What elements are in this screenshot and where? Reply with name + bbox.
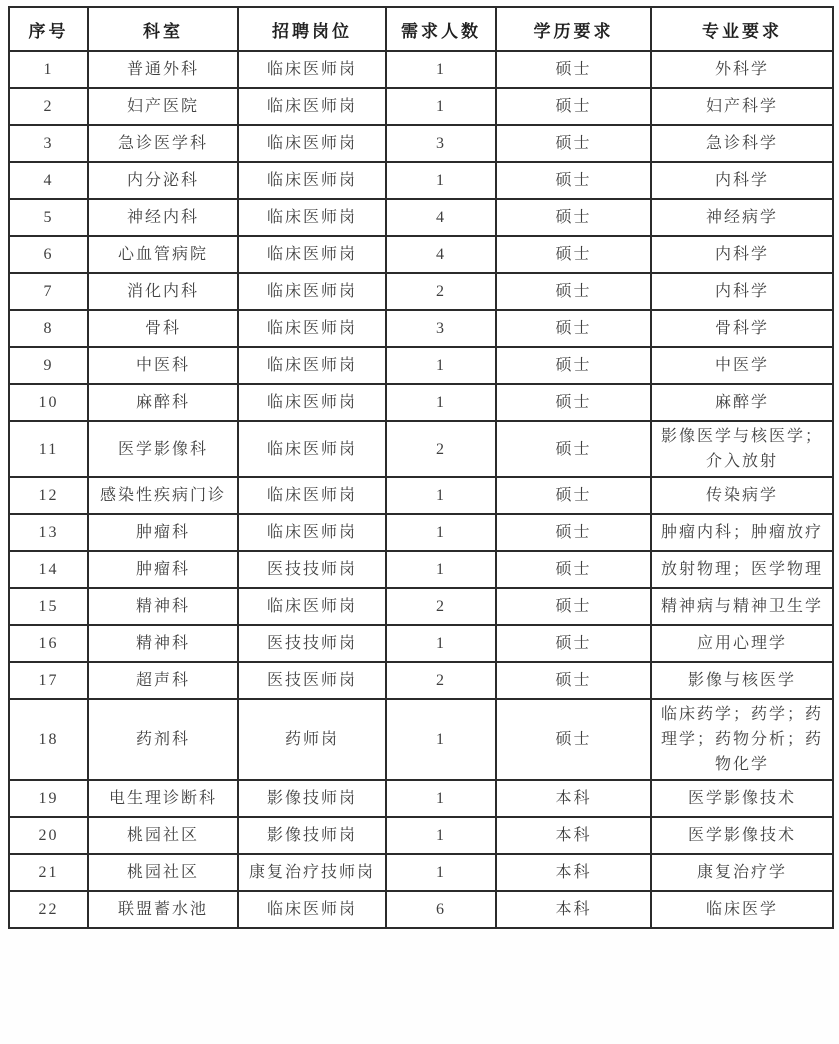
- table-row: [9, 891, 833, 928]
- cell-index: 6: [9, 236, 88, 273]
- cell-headcount: 6: [386, 891, 496, 928]
- cell-position: 影像技师岗: [238, 780, 386, 817]
- cell-index: 14: [9, 551, 88, 588]
- cell-major: 肿瘤内科；肿瘤放疗: [651, 514, 833, 551]
- cell-major: 放射物理；医学物理: [651, 551, 833, 588]
- cell-headcount: 4: [386, 236, 496, 273]
- cell-department: 内分泌科: [88, 162, 238, 199]
- cell-position: 临床医师岗: [238, 347, 386, 384]
- col-header-headcount: 需求人数: [386, 7, 496, 51]
- cell-department: 精神科: [88, 588, 238, 625]
- cell-education: 硕士: [496, 125, 651, 162]
- cell-index: 3: [9, 125, 88, 162]
- cell-index: 10: [9, 384, 88, 421]
- cell-headcount: 3: [386, 125, 496, 162]
- cell-major: 医学影像技术: [651, 817, 833, 854]
- cell-education: 硕士: [496, 273, 651, 310]
- cell-education: 本科: [496, 891, 651, 928]
- cell-headcount: 1: [386, 51, 496, 88]
- cell-index: 19: [9, 780, 88, 817]
- table-row: [9, 551, 833, 588]
- cell-major: 中医学: [651, 347, 833, 384]
- cell-position: 临床医师岗: [238, 199, 386, 236]
- cell-major: 医学影像技术: [651, 780, 833, 817]
- cell-position: 临床医师岗: [238, 273, 386, 310]
- cell-education: 硕士: [496, 477, 651, 514]
- cell-position: 医技技师岗: [238, 625, 386, 662]
- cell-department: 心血管病院: [88, 236, 238, 273]
- cell-department: 普通外科: [88, 51, 238, 88]
- cell-index: 21: [9, 854, 88, 891]
- table-row: [9, 125, 833, 162]
- table-row: [9, 625, 833, 662]
- cell-department: 消化内科: [88, 273, 238, 310]
- cell-major: 内科学: [651, 162, 833, 199]
- cell-education: 硕士: [496, 51, 651, 88]
- cell-headcount: 2: [386, 273, 496, 310]
- cell-education: 硕士: [496, 662, 651, 699]
- cell-education: 硕士: [496, 162, 651, 199]
- cell-major: 内科学: [651, 236, 833, 273]
- cell-position: 药师岗: [238, 699, 386, 780]
- table-row: [9, 88, 833, 125]
- cell-index: 9: [9, 347, 88, 384]
- cell-major: 传染病学: [651, 477, 833, 514]
- table-row: [9, 662, 833, 699]
- cell-position: 临床医师岗: [238, 421, 386, 477]
- cell-position: 临床医师岗: [238, 514, 386, 551]
- cell-headcount: 1: [386, 625, 496, 662]
- cell-education: 硕士: [496, 551, 651, 588]
- cell-index: 16: [9, 625, 88, 662]
- cell-major: 临床医学: [651, 891, 833, 928]
- cell-education: 硕士: [496, 88, 651, 125]
- cell-department: 急诊医学科: [88, 125, 238, 162]
- cell-major: 神经病学: [651, 199, 833, 236]
- col-header-department: 科室: [88, 7, 238, 51]
- cell-position: 临床医师岗: [238, 310, 386, 347]
- cell-education: 本科: [496, 780, 651, 817]
- cell-headcount: 2: [386, 421, 496, 477]
- table-row: [9, 421, 833, 477]
- cell-department: 医学影像科: [88, 421, 238, 477]
- cell-department: 骨科: [88, 310, 238, 347]
- cell-headcount: 1: [386, 699, 496, 780]
- cell-position: 临床医师岗: [238, 51, 386, 88]
- cell-education: 硕士: [496, 514, 651, 551]
- cell-department: 超声科: [88, 662, 238, 699]
- cell-index: 15: [9, 588, 88, 625]
- cell-department: 肿瘤科: [88, 514, 238, 551]
- cell-education: 本科: [496, 817, 651, 854]
- cell-department: 电生理诊断科: [88, 780, 238, 817]
- table-row: [9, 273, 833, 310]
- col-header-major: 专业要求: [651, 7, 833, 51]
- cell-index: 7: [9, 273, 88, 310]
- cell-headcount: 1: [386, 347, 496, 384]
- cell-index: 5: [9, 199, 88, 236]
- cell-headcount: 1: [386, 514, 496, 551]
- cell-headcount: 1: [386, 162, 496, 199]
- cell-education: 硕士: [496, 384, 651, 421]
- cell-position: 临床医师岗: [238, 236, 386, 273]
- cell-headcount: 4: [386, 199, 496, 236]
- table-row: [9, 51, 833, 88]
- cell-major: 影像与核医学: [651, 662, 833, 699]
- table-row: [9, 236, 833, 273]
- cell-position: 医技技师岗: [238, 551, 386, 588]
- table-header-row: [9, 7, 833, 51]
- cell-headcount: 1: [386, 551, 496, 588]
- table-row: [9, 854, 833, 891]
- cell-department: 麻醉科: [88, 384, 238, 421]
- col-header-education: 学历要求: [496, 7, 651, 51]
- table-row: [9, 588, 833, 625]
- col-header-position: 招聘岗位: [238, 7, 386, 51]
- cell-major: 康复治疗学: [651, 854, 833, 891]
- cell-department: 桃园社区: [88, 854, 238, 891]
- cell-department: 妇产医院: [88, 88, 238, 125]
- table-row: [9, 310, 833, 347]
- cell-position: 临床医师岗: [238, 125, 386, 162]
- cell-headcount: 1: [386, 854, 496, 891]
- cell-education: 硕士: [496, 347, 651, 384]
- cell-headcount: 1: [386, 384, 496, 421]
- cell-position: 医技医师岗: [238, 662, 386, 699]
- cell-index: 12: [9, 477, 88, 514]
- cell-education: 本科: [496, 854, 651, 891]
- cell-major: 临床药学；药学；药理学；药物分析；药物化学: [651, 699, 833, 780]
- cell-headcount: 1: [386, 477, 496, 514]
- cell-index: 2: [9, 88, 88, 125]
- table-row: [9, 699, 833, 780]
- cell-education: 硕士: [496, 310, 651, 347]
- cell-education: 硕士: [496, 421, 651, 477]
- cell-index: 18: [9, 699, 88, 780]
- cell-position: 康复治疗技师岗: [238, 854, 386, 891]
- table-row: [9, 199, 833, 236]
- table-row: [9, 384, 833, 421]
- cell-department: 肿瘤科: [88, 551, 238, 588]
- cell-education: 硕士: [496, 588, 651, 625]
- table-row: [9, 477, 833, 514]
- cell-index: 1: [9, 51, 88, 88]
- cell-major: 妇产科学: [651, 88, 833, 125]
- cell-index: 13: [9, 514, 88, 551]
- cell-department: 中医科: [88, 347, 238, 384]
- cell-major: 内科学: [651, 273, 833, 310]
- cell-major: 急诊科学: [651, 125, 833, 162]
- cell-department: 精神科: [88, 625, 238, 662]
- table-row: [9, 817, 833, 854]
- cell-major: 影像医学与核医学；介入放射: [651, 421, 833, 477]
- table-row: [9, 780, 833, 817]
- cell-position: 临床医师岗: [238, 162, 386, 199]
- cell-education: 硕士: [496, 236, 651, 273]
- cell-index: 8: [9, 310, 88, 347]
- table-row: [9, 347, 833, 384]
- cell-position: 临床医师岗: [238, 891, 386, 928]
- cell-department: 联盟蓄水池: [88, 891, 238, 928]
- cell-headcount: 1: [386, 817, 496, 854]
- table-body: [9, 51, 833, 928]
- cell-index: 20: [9, 817, 88, 854]
- cell-education: 硕士: [496, 625, 651, 662]
- cell-department: 神经内科: [88, 199, 238, 236]
- cell-headcount: 2: [386, 588, 496, 625]
- cell-headcount: 3: [386, 310, 496, 347]
- cell-index: 17: [9, 662, 88, 699]
- cell-position: 临床医师岗: [238, 477, 386, 514]
- cell-major: 外科学: [651, 51, 833, 88]
- cell-education: 硕士: [496, 199, 651, 236]
- cell-position: 临床医师岗: [238, 588, 386, 625]
- cell-position: 影像技师岗: [238, 817, 386, 854]
- cell-department: 桃园社区: [88, 817, 238, 854]
- cell-headcount: 2: [386, 662, 496, 699]
- table-row: [9, 514, 833, 551]
- cell-department: 药剂科: [88, 699, 238, 780]
- cell-index: 4: [9, 162, 88, 199]
- cell-major: 骨科学: [651, 310, 833, 347]
- cell-headcount: 1: [386, 88, 496, 125]
- cell-position: 临床医师岗: [238, 384, 386, 421]
- cell-headcount: 1: [386, 780, 496, 817]
- cell-index: 11: [9, 421, 88, 477]
- cell-department: 感染性疾病门诊: [88, 477, 238, 514]
- cell-education: 硕士: [496, 699, 651, 780]
- cell-position: 临床医师岗: [238, 88, 386, 125]
- cell-major: 麻醉学: [651, 384, 833, 421]
- recruitment-table: [8, 6, 834, 929]
- cell-major: 应用心理学: [651, 625, 833, 662]
- cell-major: 精神病与精神卫生学: [651, 588, 833, 625]
- table-row: [9, 162, 833, 199]
- col-header-index: 序号: [9, 7, 88, 51]
- cell-index: 22: [9, 891, 88, 928]
